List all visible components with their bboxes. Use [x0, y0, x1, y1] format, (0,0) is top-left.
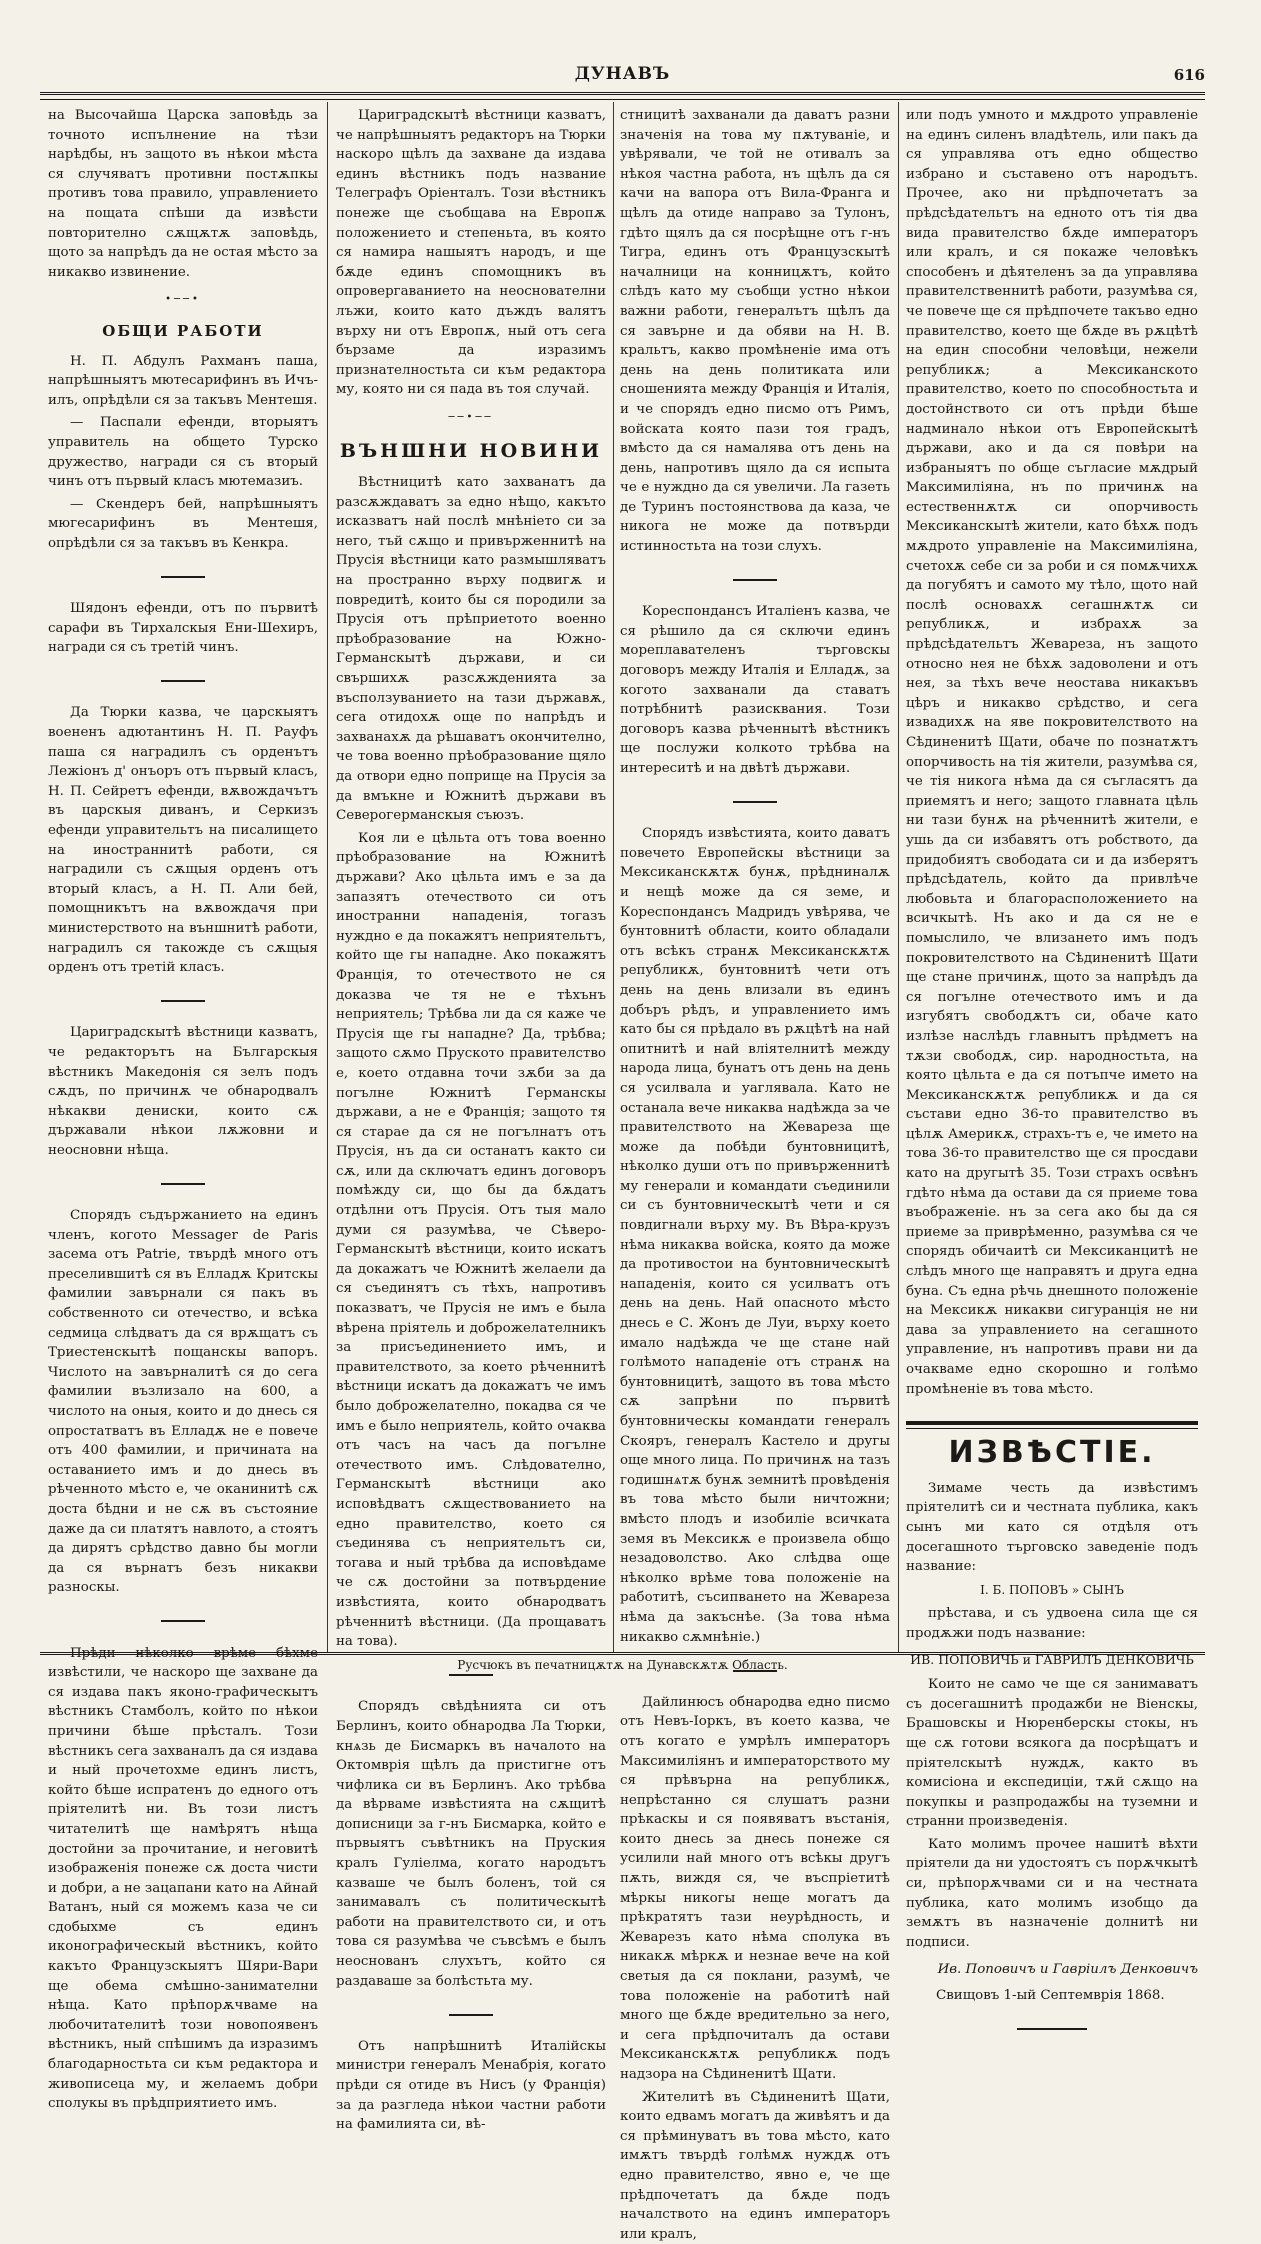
notice-paragraph: прѣстава, и съ удвоена сила ще ся продѫжи подъ название: [906, 1606, 1198, 1641]
article-paragraph: Отъ напрѣшнитѣ Италійскы министри генералъ Менабрія, когато прѣди ся отиде въ Нисъ (у Франція) за да разгледа нѣкои частни работи на фамилията си, вѣ- [336, 2038, 606, 2133]
header-rule-thin [40, 99, 1205, 100]
divider [336, 2005, 606, 2025]
notice-signature: Ив. Поповичъ и Гаврiилъ Денковичъ [937, 1962, 1198, 1978]
notice-date: Свищовъ 1-ый Септемврія 1868. [936, 1988, 1165, 2004]
printer-imprint: Русчюкъ въ печатницѫтѫ на Дунавскѫтѫ Область. [457, 1658, 788, 1672]
article-paragraph: Вѣстницитѣ като захванатъ да разсѫждаватъ за едно нѣщо, какъто исказватъ най послѣ мнѣніето си за него, тъй сѫщо и привърженнитѣ на Прусія вѣстници като размышляватъ на пространно върху подвигѫ и повредитѣ, които бы ся породили за Прусія отъ прѣприетото военно прѣобразование на Южно-Германскытѣ държави, и си свършихѫ разсѫжденията за въсползуванието на тази държавѫ, сега отидохѫ още по напрѣдъ и захванахѫ да рѣшаватъ окончително, че това военно прѣобразование щяло да отвори едно поприще на Прусія за да вмъкне и Южнитѣ държави въ Северогерманскыя съюзъ. [336, 475, 606, 824]
article-paragraph: стницитѣ захванали да даватъ разни значенія на това му пѫтуванie, и увѣрявали, че той не отивалъ за нѣкоя частна работа, нъ щѣлъ да ся качи на вапора отъ Вила-Франга и щѣлъ да отиде направо за Тулонъ, гдѣто щялъ да ся посрѣщне отъ г-нъ Тигра, единъ отъ Французскытѣ началници на конницѫтъ, който слѣдъ като му съобщи устно нѣкои важни работи, генералътъ щѣлъ да ся завърне и да обяви на Н. В. кральтъ, какво промѣненіе има отъ день на день политиката или сношенията между Франція и Италія, и че спорядъ едно писмо отъ Римъ, войската която пази тоя градъ, вмѣсто да ся намалява отъ день на день, напротивъ щяло да ся испыта че е нуждно да ся увеличи. Ла газеть де Туринъ постоянствова да каза, че никога не може да потвърди истинностьта на този слухъ. [620, 108, 890, 555]
header-rule [40, 92, 1205, 98]
article-paragraph: или подъ умното и мѫдрото управленіе на единъ силенъ владѣтель, или пакъ да ся управлява отъ едно общество избрано и съставено отъ народътъ. Прочее, ако ни прѣдпочетатъ за прѣдсѣдательтъ на едното отъ тiя два вида правителство бѫде императоръ или кралъ, и ся покаже человѣкъ способенъ и дѣятеленъ за да управлява правителственнитѣ работи, разумѣва ся, че повече ще ся прѣдпочете такъво едно правителство, което ще бѫде въ рѫцѣтѣ на един способни человѣци, нежели републикѫ; а Мексиканското правителство, което по способностьта и достойнството си отъ прѣди бѣше надминало нѣкои отъ Европейскытѣ държави, ако и да ся повѣри на избраныятъ по обще съгласие мѫдрый Максимиліяна, нъ по причинѫ на естественнѫтѫ си опорчивость Мексиканскытѣ жители, като бѣхѫ подъ мѫдрото управленіе на Максимиліяна, счетохѫ себе си за роби и ся помѫчихѫ да погубятъ и самото му тѣло, щото най послѣ основахѫ сегашнѫтѫ си републикѫ, и избрахѫ за прѣдсѣдательтъ Жевареза, нъ защото относно нея не бѣхѫ задоволени и отъ нея, за тѣхъ вече неостава никакъвъ цѣръ и никакво срѣдство, и сега извадихѫ на яве покровителството на Сѣдиненитѣ Щати, обаче по познатѫтъ опорчивость на тiя жители, разумѣва ся, че тiя никога нѣма да ся съгласятъ да приемятъ и него; защото главната цѣль ни тази бунѫ на рѣченнитѣ жители, е ушь да си избавятъ отъ робството, да придобиятъ свободата си и да изберятъ прѣдсѣдатель, който да привлѣче любовьта и благорасположението на всичкытѣ. Нъ ако и да ся не е помыслило, че влизането имъ подъ покровителството на Сѣдиненитѣ Щати ще стане причинѫ, щото за напрѣдъ да ся погълне отечеството имъ и да изгубятъ свободѫтъ си, обаче като излѣзе наслѣдъ главнытъ прѣдметъ на тѫзи свободѫ, сир. народностьта, на която цѣльта е да ся потъпче името на Мексиканскѫтѫ републикѫ и да ся състави едно 36-то правителство въ цѣлѫ Америкѫ, страхъ-тъ е, че името на това 36-то правителство ще ся просдави като на другытѣ 35. Този страхъ освѣнъ гдѣто нѣма да остави да ся приеме това въображеніе. нъ за сега ако бы да ся приеме за приврѣменно, разумѣва ся че спорядъ обичаитѣ си Мексиканцитѣ не слѣдъ много ще направятъ и друга една буна. Съ една рѣчь днешното положеніе на Мексикѫ никакви сигуранція не ни дава за управлението на сегашното управление, нъ напротивъ прави ни да очакваме едно скорошно и голѣмо промѣненіе въ това мѣсто. [906, 108, 1198, 1397]
article-paragraph: Н. П. Абдулъ Рахманъ паша, напрѣшныятъ мютесарифинъ въ Ичъ-илъ, опрѣдѣли ся за такъвъ Ментешя. [48, 353, 318, 408]
article-paragraph: — Паспали ефенди, вторыятъ управитель на общето Турско дружество, награди ся съ вторый чинъ отъ първый класъ мютемазиъ. [48, 415, 318, 490]
notice-rule [906, 1421, 1198, 1425]
notice-paragraph: Които не само че ще ся занимаватъ съ досегашнитѣ продажби не Віенскы, Брашовскы и Нюренберскы стокы, нъ ще сѫ готови всякога да посрѣщатъ и прiятелскытѣ нуждѫ, както въ комисіона и експедиціи, тѫй сѫщо на покупкы и разпродажбы на туземни и странни произведенія. [906, 1677, 1198, 1830]
article-paragraph: на Высочайша Царска заповѣдь за точното испълнение на тѣзи нарѣдбы, нъ защото въ нѣкои мѣста ся случяватъ противни постѫпкы противъ това правило, управлението на пощата спѣши да извѣсти повторително сѫщѫтѫ заповѣдь, щото за напрѣдъ да не остая мѣсто за никакво извинение. [48, 108, 318, 280]
divider [48, 1175, 318, 1195]
divider [620, 793, 890, 813]
notice-rule-thin [906, 1428, 1198, 1429]
divider [48, 567, 318, 587]
article-paragraph: Спорядъ свѣдѣнията си отъ Берлинъ, които обнародва Ла Тюрки, кнѧзь де Бисмаркъ въ началото на Октомврія щѣлъ да пристигне отъ чифлика си въ Берлинъ. Ако трѣбва да вѣрваме извѣстията на сѫщитѣ дописници за г-нъ Бисмарка, който е първыятъ съвѣтникъ на Пруския кралъ Гуліелма, когато народътъ казваше че былъ боленъ, той ся занимавалъ съ политическытѣ работи на правителството си, и отъ това ся разумѣва че съвсѣмъ е былъ неоснованъ слухътъ, който ся раздаваше за болѣстьта му. [336, 1699, 606, 1989]
section-heading-public-works: ОБЩИ РАБОТИ [102, 321, 264, 340]
section-heading-foreign-news: ВЪНШНИ НОВИНИ [339, 439, 603, 462]
article-paragraph: Жителитѣ въ Сѣдиненитѣ Щати, които едвамъ могатъ да живѣятъ и да ся прѣминуватъ въ това мѣсто, като имѫтъ твърдѣ голѣмѫ нуждѫ отъ едно правителство, явно е, че ще прѣдпочетатъ да бѫде подъ началството на единъ императоръ или кралъ, [620, 2089, 890, 2242]
article-paragraph: Дайлинюсъ обнародва едно писмо отъ Невъ-Іоркъ, въ което казва, че отъ когато е умрѣлъ императоръ Максимиліянъ и императорството му ся прѣвърна на републикѫ, непрѣстанно ся слушатъ разни прѣкаскы и ся появяватъ въстанія, които днесь за днесь понеже ся усилили най много отъ всѣкы другъ пѫть, виждя ся, че въспрiетитѣ мѣркы никогы неще могатъ да прѣкратятъ тази неурѣдность, и Жеварезъ като нѣма сполука въ никакѫ мѣркѫ и незнае вече на кой светыя да ся поклани, разумѣ, че това положеніе на работитѣ най много ще бѫде вредительно за него, и сега прѣдпочиталъ да остави Мексиканскѫтѫ републикѫ подъ надзора на Сѣдиненитѣ Щати. [620, 1694, 890, 2082]
notice-paragraph: Зимаме честь да извѣстимъ прiятелитѣ си и честната публика, какъ сынъ ми като ся отдѣля отъ досегашното търговско заведеніе подъ название: [906, 1480, 1198, 1575]
column-divider [613, 102, 614, 1652]
article-paragraph: Цариградскытѣ вѣстници казватъ, че редакторътъ на Българскыя вѣстникъ Македонія ся зелъ подъ сѫдъ, по причинѫ че обнародвалъ нѣкакви дениски, които сѫ държавали нѣкои лѫжовни и неосновни нѣща. [48, 1025, 318, 1158]
article-paragraph: — Скендеръ бей, напрѣшныятъ мюгесарифинъ въ Ментешя, опрѣдѣли ся за такъвъ въ Кенкра. [48, 496, 318, 551]
firm-name-old: I. Б. ПОПОВЪ » СЫНЪ [980, 1582, 1124, 1597]
notice-heading: ИЗВѢСТІЕ. [948, 1435, 1156, 1471]
article-paragraph: Коя ли е цѣльта отъ това военно прѣобразование на Южнитѣ държави? Ако цѣльта имъ е за да запазятъ отечеството си отъ иностранни нападенія, тогазъ нуждно е да покажятъ неприятельтъ, който ще гы нападне. Ако покажятъ Франція, то отечеството не ся доказва че тя не е тѣхънъ неприятель; Трѣбва ли да ся каже че Прусія ще гы нападне? Да, трѣбва; защото сѫмо Пруското правителство е, което отдавна точи зѫби за да погълне Южнитѣ Германскы държави, а не е Франція; защото тя ся старае да ся не погълнатъ отъ Прусія, нъ да си останатъ както си сѫ, или да сключатъ единъ договоръ помѣжду си, що бы да бѫдатъ отдѣлни отъ Прусія. Отъ тыя мало думи ся разумѣва, че Сѣверо-Германскытѣ вѣстници, които искатъ да докажатъ че Южнитѣ желаели да ся съединятъ съ тѣхъ, напротивъ показватъ, че Прусія не имъ е была вѣрена прiятель и доброжелателникъ за присъединението имъ, и правителството, за което рѣченнитѣ вѣстници искатъ да докажатъ че имъ было доброжелателно, покадва ся че имъ е было неприятель, който очаква отъ часъ на часъ да погълне отечеството имъ. Слѣдователно, Германскытѣ вѣстници ако исповѣдватъ сѫществованието на едно правителство, което ся съединява съ неприятельтъ си, тогава и ный трѣбва да исповѣдаме че сѫ достойни за потвърдение извѣстията, които обнародватъ рѣченнитѣ вѣстници. (Да прощаватъ на това). [336, 830, 606, 1650]
article-paragraph: Кореспондансъ Италіенъ казва, че ся рѣшило да ся сключи единъ мореплавателенъ търговскы договоръ между Италія и Елладѫ, за когото захванали да ставатъ потрѣбнитѣ разисквания. Този договоръ казва рѣченнытѣ вѣстникъ ще послужи колкото трѣбва на интереситѣ и на двѣтѣ държави. [620, 604, 890, 776]
ornament-divider: ──•── [448, 411, 494, 423]
article-paragraph: Спорядъ извѣстията, които даватъ повечето Европейскы вѣстници за Мексиканскѫтѫ бунѫ, прѣдниналѫ и нещѣ може да ся земе, и Кореспондансъ Мадридъ увѣрява, че бунтовнитѣ области, които обладали отъ всѣкъ странѫ Мексиканскѫтѫ републикѫ, бунтовнитѣ чети отъ день на день влизали въ единъ добъръ рѣдъ, и управлението имъ като бы ся прѣдало въ рѫцѣтѣ на най опитнитѣ и най влiятелнитѣ между народа лица, бунатъ отъ день на день ся усилвала и уаглявала. Като не останала вече никаква надѣжда за че правителството на Жевареза ще може да побѣди бунтовницитѣ, нѣколко души отъ по привърженнитѣ му генерали и командати съединили си съ бунтовническытѣ чети и ся повдигнали върху му. Въ Вѣра-крузъ нѣма никаква войска, която да може да противостои на бунтовническытѣ нападенія, които ся усилватъ отъ день на день. Най опасното мѣсто днесь е С. Жонъ де Луи, върху което имало надѣжда че ще стане най голѣмото нападеніе отъ странѫ на бунтовницитѣ, защото въ това мѣсто сѫ запрѣни по първитѣ бунтовническы командати генералъ Скояръ, генералъ Кастело и другы още много лица. По причинѫ на тазъ годишнѧтѫ бунѫ земнитѣ провѣденія въ това мѣсто были ничтожни; вмѣсто плодъ и изобиліе всичката земя въ Мексикѫ е произвела общо незадоволство. Ако слѣдва още нѣколко врѣме това положеніе на работитѣ, съсипването на Жевареза нѣма да закъснѣе. (За това нѣма никакво сѫмнѣніе.) [620, 826, 890, 1645]
article-paragraph: Да Тюрки казва, че царскыятъ воененъ адютантинъ Н. П. Рауфъ паша ся наградилъ съ орденътъ Лежіонъ д' онъоръ отъ първый класъ, Н. П. Сейретъ ефенди, вѫвождачътъ въ царскыя диванъ, и Серкизъ ефенди управительтъ на писалището на иностраннитѣ работи, ся наградили съ сѫщыя орденъ отъ вторый класъ, а Н. П. Али бей, помощникътъ на вѫвождачя при министерството на външнитѣ работи, наградилъ ся такожде съ сѫщыя орденъ отъ третій класъ. [48, 705, 318, 976]
newspaper-page [40, 0, 1205, 2242]
column-divider [327, 102, 328, 1652]
divider [48, 672, 318, 692]
page-header [40, 62, 1205, 92]
newspaper-title: ДУНАВЪ [574, 64, 671, 84]
divider [48, 1612, 318, 1632]
column-4 [906, 106, 1198, 2004]
notice-paragraph: Като молимъ прочее нашитѣ вѣхти прiятели да ни удостоятъ съ порѫчкытѣ си, прѣпорѫчвами си и на честната публика, като молимъ изобщо да земѫтъ въ назначеніе долнитѣ ни подписи. [906, 1836, 1198, 1950]
article-paragraph: Шядонъ ефенди, отъ по първитѣ сарафи въ Тирхалскыя Ени-Шехиръ, награди ся съ третій чинъ. [48, 601, 318, 656]
divider [48, 992, 318, 1012]
column-1 [48, 106, 318, 2112]
column-divider [898, 102, 899, 1652]
article-paragraph: Спорядъ съдържанието на единъ членъ, когото Messager de Paris засема отъ Patrie, твърдѣ много отъ преселившитѣ ся въ Елладѫ Критскы фамилии завърнали ся пакъ въ собственното си отечество, и всѣка седмица слѣдватъ да ся врѫщатъ съ Триестенскытѣ пощанскы вапоръ. Числото на завърналитѣ ся до сега фамилии възлизало на 600, а числото на оныя, които и до днесь ся опростатватъ въ Елладѫ не е повече отъ 400 фамилии, и причината на оставанието имъ и до днесь въ рѣченното мѣсто е, че оканинитѣ сѫ доста бѣдни и не сѫ въ състояние даже да си платятъ навлото, а стоятъ да дирятъ срѣдство давно бы могли да ся върнатъ безъ никакви разноскы. [48, 1208, 318, 1596]
firm-name-new: ИВ. ПОПОВИЧЬ и ГАВРИЛЪ ДЕНКОВИЧЬ [910, 1651, 1194, 1667]
article-paragraph: Цариградскытѣ вѣстници казватъ, че напрѣшныятъ редакторъ на Тюрки наскоро щѣлъ да захване да издава единъ вѣстникъ подъ название Телеграфъ Оріенталъ. Този вѣстникъ понеже ще съобщава на Европѫ положението и степеньта, въ която ся намира нашыятъ народъ, и ще бѫде единъ спомощникъ въ опровергаванието на неоснователни лъжи, които като дъждъ валятъ върху ни отъ Европѫ, ный отъ сега бързаме да изразимъ признателностьта си към редактора му, която ни ся пада въ тоя случай. [336, 108, 606, 398]
ornament-divider: •──• [165, 294, 201, 306]
page-number: 616 [1173, 66, 1205, 84]
divider [906, 2020, 1198, 2040]
article-paragraph: Прѣди нѣколко врѣме бѣхме извѣстили, че наскоро ще захване да ся издава пакъ яконо-графическытъ вѣстникъ Стамболъ, който по нѣкои причини бѣше прѣсталъ. Този вѣстникъ сега захваналъ да ся издава и ный прочетохме единъ листъ, който бѣше испратенъ до едного отъ прiятелитѣ ни. Въ този листъ читателитѣ ще намѣрятъ нѣща достойни за прочитание, и неговитѣ изображенія понеже сѫ доста чисти и добри, а не зацапани като на Айнай Ватанъ, ный ся можемъ каза че си сдобыхме съ единъ иконографическый вѣстникъ, който какъто Французскыятъ Шяри-Вари ще обема смѣшно-занимателни нѣща. Като прѣпорѫчваме на любочитателитѣ този новопоявенъ вѣстникъ, ный спѣшимъ да изразимъ благодарностьта си към редактора и живописеца му, и желаемъ добри сполукы въ прѣдприятието имъ. [48, 1645, 318, 2112]
divider [620, 571, 890, 591]
column-2 [336, 106, 606, 2133]
